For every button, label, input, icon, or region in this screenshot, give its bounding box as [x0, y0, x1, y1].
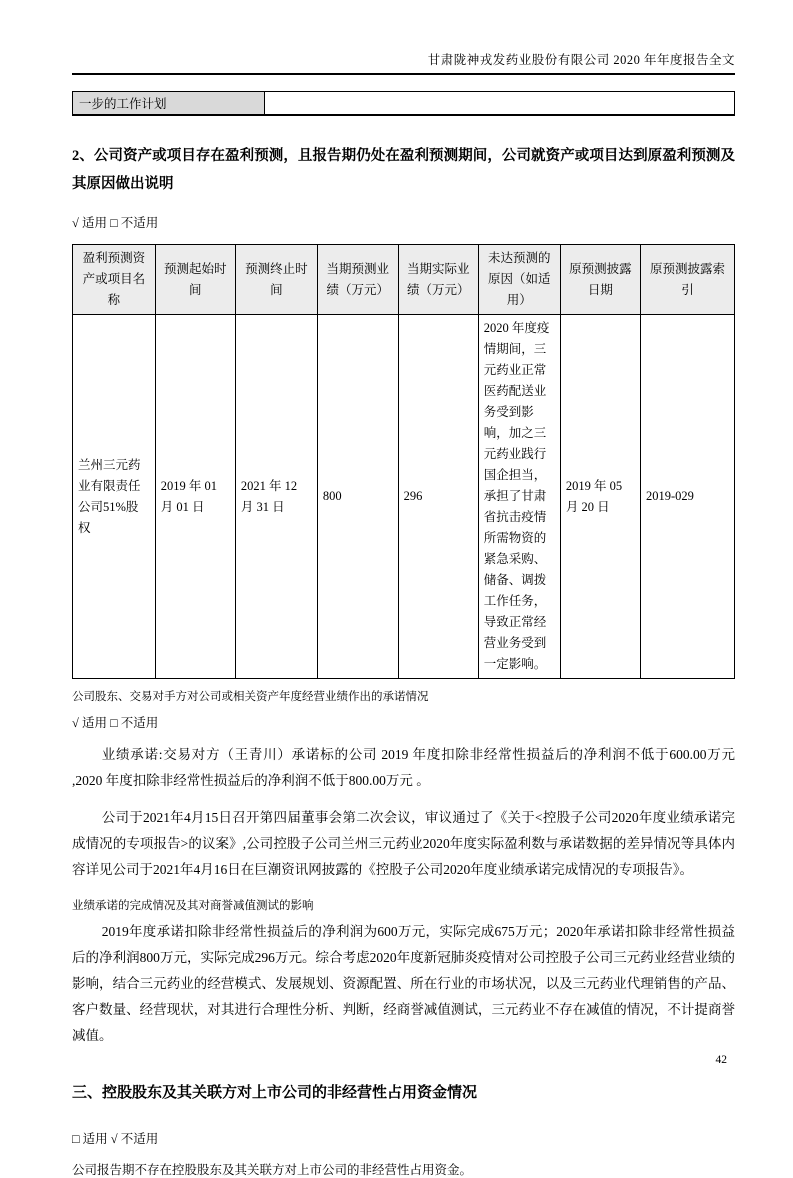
commitment-applicability: √ 适用 □ 不适用: [72, 716, 159, 730]
cell-forecast-end: 2021 年 12 月 31 日: [235, 315, 317, 679]
cell-forecast-result: 800: [317, 315, 398, 679]
column-header-disclosure-date: 原预测披露日期: [560, 245, 640, 315]
cell-actual-result: 296: [398, 315, 478, 679]
cell-miss-reason: 2020 年度疫情期间，三元药业正常医药配送业务受到影响，加之三元药业践行国企担当，承担了甘肃省抗击疫情所需物资的紧急采购、储备、调拨工作任务，导致正常经营业务受到一定影响。: [478, 315, 560, 679]
continued-row-label: 一步的工作计划: [73, 92, 265, 116]
column-header-forecast-start: 预测起始时间: [155, 245, 235, 315]
column-header-forecast-result: 当期预测业绩（万元）: [317, 245, 398, 315]
page-header: [72, 0, 735, 75]
cell-disclosure-date: 2019 年 05 月 20 日: [560, 315, 640, 679]
section-2-heading: 2、公司资产或项目存在盈利预测，且报告期仍处在盈利预测期间，公司就资产或项目达到原盈利预测及其原因做出说明: [72, 148, 735, 192]
forecast-table-data-row: [73, 315, 735, 679]
section-3-applicability: □ 适用 √ 不适用: [72, 1132, 159, 1146]
commitment-note-label: 公司股东、交易对手方对公司或相关资产年度经营业绩作出的承诺情况: [72, 691, 429, 703]
page-number: 42: [715, 1054, 727, 1066]
commitment-paragraph-2: 公司于2021年4月15日召开第四届董事会第二次会议，审议通过了《关于<控股子公司2020年度业绩承诺完成情况的专项报告>的议案》,公司控股子公司兰州三元药业2020年度实际盈利数与承诺数据的差异情况等具体内容详见公司于2021年4月16日在巨潮资讯网披露的《控股子公司2020年度业绩承诺完成情况的专项报告》。: [72, 810, 735, 877]
column-header-actual-result: 当期实际业绩（万元）: [398, 245, 478, 315]
page-content: [72, 0, 735, 1178]
cell-asset-name: 兰州三元药业有限责任公司51%股权: [73, 315, 156, 679]
header-title: 甘肃陇神戎发药业股份有限公司 2020 年年度报告全文: [427, 53, 735, 67]
section-3-paragraph: 公司报告期不存在控股股东及其关联方对上市公司的非经营性占用资金。: [72, 1163, 473, 1177]
continued-row-value: [264, 92, 734, 116]
table-row: [73, 92, 735, 116]
section-3-heading: 三、控股股东及其关联方对上市公司的非经营性占用资金情况: [72, 1085, 478, 1101]
forecast-table: [72, 244, 735, 679]
column-header-forecast-end: 预测终止时间: [235, 245, 317, 315]
commitment-paragraph-1: 业绩承诺:交易对方（王青川）承诺标的公司 2019 年度扣除非经常性损益后的净利润不低于600.00万元 ,2020 年度扣除非经常性损益后的净利润不低于800.00万元 。: [72, 747, 735, 788]
section-2-applicability: √ 适用 □ 不适用: [72, 216, 159, 230]
goodwill-note-label: 业绩承诺的完成情况及其对商誉减值测试的影响: [72, 900, 314, 912]
column-header-asset-name: 盈利预测资产或项目名称: [73, 245, 156, 315]
column-header-miss-reason: 未达预测的原因（如适用）: [478, 245, 560, 315]
column-header-disclosure-index: 原预测披露索引: [640, 245, 734, 315]
cell-forecast-start: 2019 年 01 月 01 日: [155, 315, 235, 679]
goodwill-paragraph: 2019年度承诺扣除非经常性损益后的净利润为600万元，实际完成675万元；2020年承诺扣除非经常性损益后的净利润800万元，实际完成296万元。综合考虑2020年度新冠肺炎疫情对公司控股子公司三元药业经营业绩的影响，结合三元药业的经营模式、发展规划、资源配置、所在行业的市场状况，以及三元药业代理销售的产品、客户数量、经营现状，对其进行合理性分析、判断，经商誉减值测试，三元药业不存在减值的情况，不计提商誉减值。: [72, 924, 735, 1043]
forecast-table-header-row: [73, 245, 735, 315]
cell-disclosure-index: 2019-029: [640, 315, 734, 679]
continued-table: [72, 91, 735, 116]
